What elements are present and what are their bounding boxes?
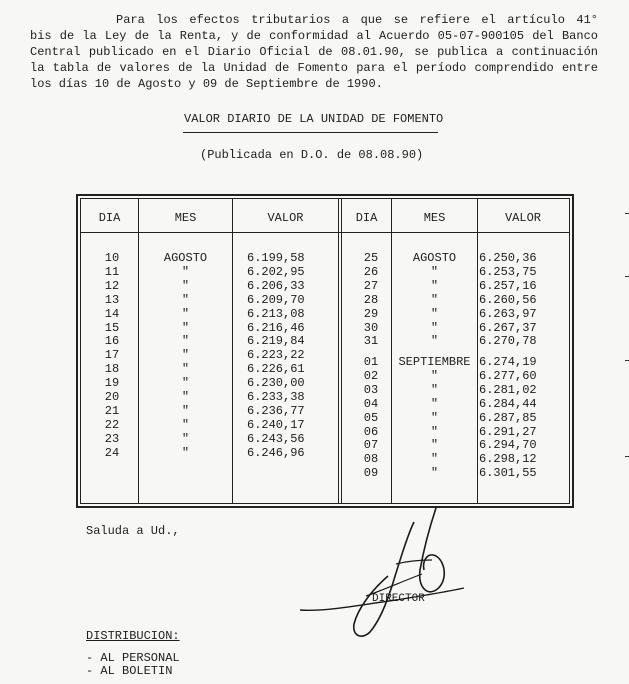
mes-cell: " [181, 403, 190, 418]
valor-cell: 6.206,33 [247, 278, 305, 293]
dia-cell: 31 [363, 334, 379, 349]
intro-line: Central publicado en el Diario Oficial de 08.01.90, se publica a continuación [30, 45, 598, 59]
valor-cell: 6.253,75 [479, 264, 537, 279]
intro-line: la tabla de valores de la Unidad de Fomento para el período comprendido entre [30, 61, 598, 75]
valor-cell: 6.226,61 [247, 362, 305, 377]
mes-cell: " [430, 320, 439, 335]
valor-cell: 6.284,44 [479, 396, 537, 411]
mes-cell: " [181, 320, 190, 335]
mes-cell: " [430, 306, 439, 321]
intro-line: bis de la Ley de la Renta, y de conformidad al Acuerdo 05-07-900105 del Banco [30, 29, 598, 43]
valor-cell: 6.267,37 [479, 320, 537, 335]
dia-cell: 26 [363, 264, 379, 279]
valor-cell: 6.294,70 [479, 438, 537, 453]
mes-cell: AGOSTO [163, 251, 208, 265]
valor-cell: 6.263,97 [479, 306, 537, 321]
dia-cell: 07 [363, 438, 379, 453]
mes-cell: " [430, 264, 439, 279]
left-mes-column [139, 199, 232, 503]
margin-mark [625, 456, 629, 457]
valor-cell: 6.298,12 [479, 452, 537, 467]
mes-cell: " [181, 334, 190, 349]
valor-cell: 6.274,19 [479, 355, 537, 369]
mes-cell: " [430, 410, 439, 425]
mes-cell: AGOSTO [412, 251, 457, 265]
valor-cell: 6.240,17 [247, 417, 305, 432]
intro-line: Para los efectos tributarios a que se refiere el artículo 41° [116, 13, 598, 27]
mes-cell: " [181, 306, 190, 321]
dia-cell: 02 [363, 368, 379, 383]
right-dia-column [355, 199, 387, 503]
dia-cell: 20 [104, 390, 120, 404]
dia-cell: 16 [104, 334, 120, 349]
header-valor: VALOR [504, 211, 541, 225]
valor-cell: 6.301,55 [479, 466, 537, 481]
mes-cell: " [430, 292, 439, 307]
valor-cell: 6.257,16 [479, 278, 537, 293]
dia-cell: 11 [104, 264, 120, 279]
title-underline [183, 132, 438, 133]
dia-cell: 28 [363, 292, 379, 307]
dia-cell: 22 [104, 417, 120, 432]
header-valor: VALOR [267, 211, 304, 225]
mes-cell: " [430, 368, 439, 383]
distribution-heading: DISTRIBUCION: [86, 629, 180, 643]
distribution-item: - AL PERSONAL [86, 651, 180, 665]
margin-mark [625, 276, 629, 277]
dia-cell: 23 [104, 431, 120, 446]
dia-cell: 24 [104, 445, 120, 460]
column-divider [477, 199, 478, 503]
valor-cell: 6.243,56 [247, 431, 305, 446]
mes-cell: " [181, 348, 190, 363]
mes-cell: SEPTIEMBRE [398, 355, 471, 369]
valor-cell: 6.209,70 [247, 292, 305, 307]
valor-cell: 6.202,95 [247, 264, 305, 279]
header-mes: MES [174, 211, 197, 225]
dia-cell: 18 [104, 362, 120, 377]
dia-cell: 17 [104, 348, 120, 363]
dia-cell: 06 [363, 424, 379, 439]
valor-cell: 6.213,08 [247, 306, 305, 321]
dia-cell: 15 [104, 320, 120, 335]
valor-cell: 6.233,38 [247, 390, 305, 404]
distribution-item: - AL BOLETIN [86, 664, 173, 678]
dia-cell: 09 [363, 466, 379, 481]
mes-cell: " [430, 334, 439, 349]
header-mes: MES [423, 211, 446, 225]
intro-line: los días 10 de Agosto y 09 de Septiembre de 1990. [30, 77, 383, 91]
mes-cell: " [430, 278, 439, 293]
mes-cell: " [181, 264, 190, 279]
valor-cell: 6.246,96 [247, 445, 305, 460]
signer-title: DIRECTOR [372, 593, 425, 605]
handwritten-signature [296, 500, 466, 640]
dia-cell: 29 [363, 306, 379, 321]
dia-cell: 25 [363, 251, 379, 265]
closing-salutation: Saluda a Ud., [86, 524, 180, 538]
dia-cell: 03 [363, 382, 379, 397]
header-dia: DIA [98, 211, 121, 225]
valor-cell: 6.236,77 [247, 403, 305, 418]
header-dia: DIA [355, 211, 378, 225]
dia-cell: 30 [363, 320, 379, 335]
left-dia-column [96, 199, 128, 503]
valor-cell: 6.277,60 [479, 368, 537, 383]
dia-cell: 27 [363, 278, 379, 293]
mes-cell: " [181, 445, 190, 460]
right-mes-column [392, 199, 477, 503]
mes-cell: " [181, 376, 190, 391]
margin-mark [625, 360, 629, 361]
dia-cell: 21 [104, 403, 120, 418]
left-valor-column [247, 199, 337, 503]
mes-cell: " [181, 278, 190, 293]
mes-cell: " [430, 452, 439, 467]
document-title: VALOR DIARIO DE LA UNIDAD DE FOMENTO [184, 112, 444, 126]
dia-cell: 19 [104, 376, 120, 391]
dia-cell: 14 [104, 306, 120, 321]
valor-cell: 6.230,00 [247, 376, 305, 391]
mes-cell: " [430, 424, 439, 439]
mes-cell: " [181, 292, 190, 307]
valor-cell: 6.270,78 [479, 334, 537, 349]
dia-cell: 04 [363, 396, 379, 411]
dia-cell: 12 [104, 278, 120, 293]
center-double-divider [338, 199, 342, 503]
mes-cell: " [181, 417, 190, 432]
mes-cell: " [430, 396, 439, 411]
document-subtitle: (Publicada en D.O. de 08.08.90) [200, 148, 424, 162]
dia-cell: 08 [363, 452, 379, 467]
mes-cell: " [181, 431, 190, 446]
mes-cell: " [430, 438, 439, 453]
mes-cell: " [181, 390, 190, 404]
valor-cell: 6.291,27 [479, 424, 537, 439]
dia-cell: 10 [104, 251, 120, 265]
valor-cell: 6.199,58 [247, 251, 305, 265]
valor-cell: 6.219,84 [247, 334, 305, 349]
valor-cell: 6.216,46 [247, 320, 305, 335]
intro-paragraph [30, 12, 598, 92]
dia-cell: 13 [104, 292, 120, 307]
valor-cell: 6.250,36 [479, 251, 537, 265]
mes-cell: " [181, 362, 190, 377]
valor-cell: 6.287,85 [479, 410, 537, 425]
valor-cell: 6.281,02 [479, 382, 537, 397]
mes-cell: " [430, 466, 439, 481]
uf-value-table [76, 194, 574, 508]
mes-cell: " [430, 382, 439, 397]
dia-cell: 01 [363, 355, 379, 369]
valor-cell: 6.223,22 [247, 348, 305, 363]
table-inner-border [80, 198, 570, 504]
right-valor-column [479, 199, 569, 503]
valor-cell: 6.260,56 [479, 292, 537, 307]
dia-cell: 05 [363, 410, 379, 425]
column-divider [232, 199, 233, 503]
margin-mark [625, 213, 629, 214]
